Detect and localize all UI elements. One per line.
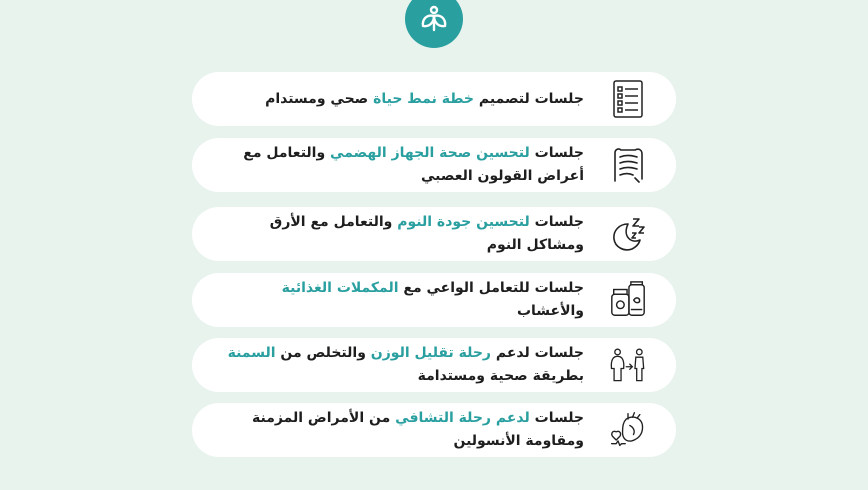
service-text-highlight: لدعم رحلة التشافي: [395, 410, 530, 426]
service-text-part: والتعامل مع أعراض القولون العصبي: [243, 145, 584, 184]
service-card-weight-loss: [192, 338, 676, 392]
service-text: [192, 277, 584, 323]
service-text: [192, 142, 584, 188]
weight-loss-icon: [608, 345, 648, 385]
service-card-lifestyle-plan: [192, 72, 676, 126]
service-card-sleep-quality: [192, 207, 676, 261]
checklist-icon: [608, 79, 648, 119]
service-text-part: جلسات للتعامل الواعي مع: [398, 280, 584, 296]
service-text-part: والتعامل مع الأرق ومشاكل النوم: [269, 214, 584, 253]
service-text: [192, 407, 584, 453]
service-text-part: جلسات: [529, 214, 584, 230]
service-text-highlight: لتحسين جودة النوم: [397, 214, 530, 230]
service-text-part: من الأمراض المزمنة ومقاومة الأنسولين: [252, 410, 584, 449]
service-text-part: بطريقة صحية ومستدامة: [417, 368, 584, 384]
service-text-part: صحي ومستدام: [265, 90, 374, 107]
service-text-part: جلسات: [529, 145, 584, 161]
sleep-moon-icon: [608, 214, 648, 254]
heart-organ-icon: [608, 410, 648, 450]
service-text: [192, 211, 584, 257]
service-text-part: جلسات لتصميم: [474, 90, 584, 107]
service-text-highlight: السمنة: [227, 345, 276, 361]
service-text-highlight: المكملات الغذائية: [281, 280, 399, 296]
service-card-chronic-disease: [192, 403, 676, 457]
service-text-part: والتخلص من: [275, 345, 371, 361]
service-text-part: جلسات لدعم: [490, 345, 584, 361]
service-text-highlight: لتحسين صحة الجهاز الهضمي: [330, 145, 530, 161]
service-text-highlight: رحلة تقليل الوزن: [370, 345, 491, 361]
service-card-supplements: [192, 273, 676, 327]
intestines-icon: [608, 145, 648, 185]
service-text-part: والأعشاب: [516, 303, 584, 319]
brand-logo: [405, 0, 463, 48]
service-text: [192, 342, 584, 388]
supplement-jars-icon: [608, 280, 648, 320]
service-card-digestive-health: [192, 138, 676, 192]
leaf-person-icon: [417, 2, 451, 36]
service-text: [192, 88, 584, 111]
service-text-highlight: خطة نمط حياة: [373, 90, 475, 107]
service-text-part: جلسات: [529, 410, 584, 426]
